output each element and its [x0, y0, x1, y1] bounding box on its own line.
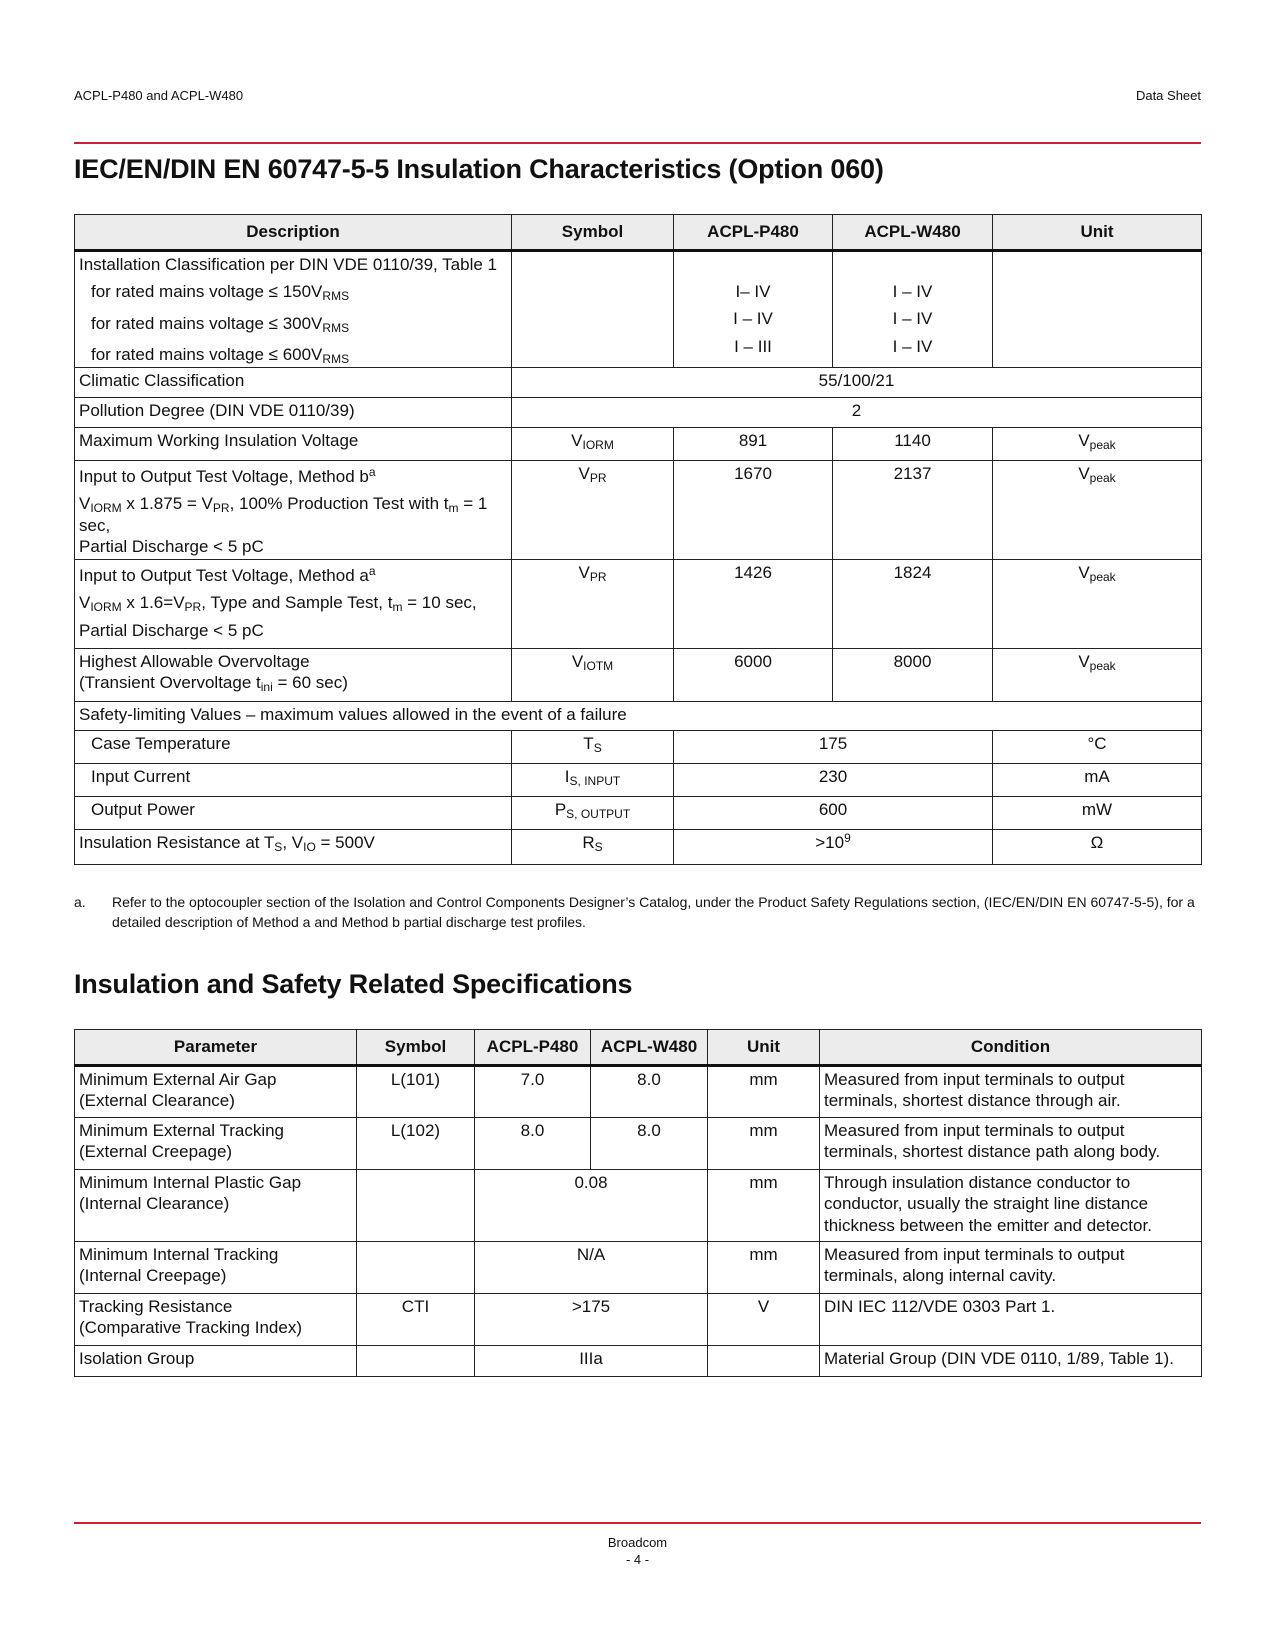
row-value: 600	[674, 797, 993, 830]
table-row	[75, 1242, 1202, 1294]
table-row	[75, 702, 1202, 731]
row-p480: 1670	[674, 461, 833, 560]
table-row	[75, 1294, 1202, 1346]
row-value: 2	[512, 398, 1202, 428]
row-w480: 1824	[833, 560, 993, 649]
row-w480: I – IV I – IV I – IV	[833, 251, 993, 368]
row-unit: $V_{peak}$	[993, 461, 1202, 560]
doc-header-right: Data Sheet	[1135, 88, 1201, 103]
section2-title: Insulation and Safety Related Specifications	[74, 969, 633, 999]
table-row	[75, 649, 1202, 702]
row-symbol	[357, 1170, 475, 1242]
table-row	[75, 1170, 1202, 1242]
row-symbol: L(101)	[357, 1066, 475, 1118]
col-header: ACPL-P480	[475, 1030, 591, 1066]
section1-title: IEC/EN/DIN EN 60747-5-5 Insulation Characteristics (Option 060)	[74, 154, 884, 184]
table-row	[75, 368, 1202, 398]
row-w480: 8000	[833, 649, 993, 702]
col-header: Unit	[708, 1030, 820, 1066]
row-unit: °C	[993, 731, 1202, 764]
footnote	[74, 892, 1201, 933]
row-description: Safety-limiting Values – maximum values allowed in the event of a failure	[75, 702, 1202, 731]
col-header: Parameter	[75, 1030, 357, 1066]
row-p480: 8.0	[475, 1118, 591, 1170]
row-description: Input to Output Test Voltage, Method $a^a$ $V_{IORM}$ x $1.6=V_{PR}$, Type and Sample Test, $t_m = 10$ sec, Partial Discharge < 5 pC	[75, 560, 512, 649]
col-header: ACPL-W480	[591, 1030, 708, 1066]
row-unit: $V_{peak}$	[993, 649, 1202, 702]
row-description: Installation Classification per DIN VDE 0110/39, Table 1 for rated mains voltage ≤ $150V_{RMS}$ for rated mains voltage ≤ $300V_{RMS}$ for rated mains voltage ≤ $600V_{RMS}$	[75, 251, 512, 368]
row-symbol: $V_{IORM}$	[512, 428, 674, 461]
row-value: >175	[475, 1294, 708, 1346]
row-parameter: Isolation Group	[75, 1346, 357, 1377]
row-p480: 1426	[674, 560, 833, 649]
footer-rule	[74, 1522, 1201, 1524]
row-condition: Through insulation distance conductor to conductor, usually the straight line distance thickness between the emitter and detector.	[820, 1170, 1202, 1242]
row-condition: Measured from input terminals to output terminals, along internal cavity.	[820, 1242, 1202, 1294]
row-unit: V	[708, 1294, 820, 1346]
col-header: Description	[75, 215, 512, 251]
row-description: Insulation Resistance at $T_S$, $V_{IO} = 500V$	[75, 830, 512, 865]
table-row	[75, 1066, 1202, 1118]
row-w480: 8.0	[591, 1066, 708, 1118]
row-value: IIIa	[475, 1346, 708, 1377]
table-row	[75, 1118, 1202, 1170]
col-header: ACPL-P480	[674, 215, 833, 251]
table-row	[75, 830, 1202, 865]
row-unit: mm	[708, 1242, 820, 1294]
row-value: $>10^9$	[674, 830, 993, 865]
row-symbol: CTI	[357, 1294, 475, 1346]
row-unit	[993, 251, 1202, 368]
row-symbol: $T_S$	[512, 731, 674, 764]
row-description: Case Temperature	[75, 731, 512, 764]
col-header: Symbol	[357, 1030, 475, 1066]
doc-header-left: ACPL-P480 and ACPL-W480	[74, 88, 244, 103]
row-symbol	[357, 1242, 475, 1294]
table-row	[75, 461, 1202, 560]
row-p480: I– IV I – IV I – III	[674, 251, 833, 368]
row-condition: DIN IEC 112/VDE 0303 Part 1.	[820, 1294, 1202, 1346]
row-unit	[708, 1346, 820, 1377]
row-value: 175	[674, 731, 993, 764]
table-header-row	[75, 1030, 1202, 1066]
table-row	[75, 731, 1202, 764]
table-row	[75, 797, 1202, 830]
col-header: Unit	[993, 215, 1202, 251]
row-parameter: Minimum Internal Plastic Gap (Internal Clearance)	[75, 1170, 357, 1242]
row-description: Output Power	[75, 797, 512, 830]
row-symbol: $V_{PR}$	[512, 560, 674, 649]
row-description: Pollution Degree (DIN VDE 0110/39)	[75, 398, 512, 428]
header-rule	[74, 142, 1201, 144]
row-unit: mm	[708, 1118, 820, 1170]
row-p480: 6000	[674, 649, 833, 702]
row-condition: Measured from input terminals to output terminals, shortest distance path along body.	[820, 1118, 1202, 1170]
row-parameter: Minimum External Tracking (External Creepage)	[75, 1118, 357, 1170]
table-row	[75, 428, 1202, 461]
row-parameter: Minimum Internal Tracking (Internal Creepage)	[75, 1242, 357, 1294]
row-unit: mW	[993, 797, 1202, 830]
row-p480: 891	[674, 428, 833, 461]
row-description: Input Current	[75, 764, 512, 797]
insulation-characteristics-table	[74, 214, 1202, 865]
page-number: - 4 -	[625, 1552, 650, 1567]
row-unit: mA	[993, 764, 1202, 797]
row-symbol	[512, 251, 674, 368]
row-symbol: $I_{S, INPUT}$	[512, 764, 674, 797]
row-description: Maximum Working Insulation Voltage	[75, 428, 512, 461]
row-value: 230	[674, 764, 993, 797]
row-unit: mm	[708, 1066, 820, 1118]
row-condition: Material Group (DIN VDE 0110, 1/89, Table 1).	[820, 1346, 1202, 1377]
row-symbol: $V_{PR}$	[512, 461, 674, 560]
row-parameter: Minimum External Air Gap (External Clearance)	[75, 1066, 357, 1118]
footnote-mark: a.	[74, 894, 86, 910]
row-description: Climatic Classification	[75, 368, 512, 398]
row-description: Input to Output Test Voltage, Method $b^a$ $V_{IORM}$ x $1.875 = V_{PR}$, 100% Production Test with $t_m = 1$ sec, Partial Discharge < 5 pC	[75, 461, 512, 560]
col-header: ACPL-W480	[833, 215, 993, 251]
col-header: Condition	[820, 1030, 1202, 1066]
row-value: N/A	[475, 1242, 708, 1294]
table-row	[75, 398, 1202, 428]
row-unit: Ω	[993, 830, 1202, 865]
table-row	[75, 560, 1202, 649]
row-unit: $V_{peak}$	[993, 560, 1202, 649]
row-symbol	[357, 1346, 475, 1377]
row-parameter: Tracking Resistance (Comparative Tracking Index)	[75, 1294, 357, 1346]
table-row	[75, 251, 1202, 368]
row-value: 55/100/21	[512, 368, 1202, 398]
row-unit: mm	[708, 1170, 820, 1242]
footnote-text: Refer to the optocoupler section of the Isolation and Control Components Designer’s Catalog, under the Product Safety Regulations section, (IEC/EN/DIN EN 60747-5-5), for a detailed description of Method a and Method b partial discharge test profiles.	[112, 894, 1195, 931]
row-symbol: $P_{S, OUTPUT}$	[512, 797, 674, 830]
col-header: Symbol	[512, 215, 674, 251]
table-row	[75, 1346, 1202, 1377]
row-symbol: L(102)	[357, 1118, 475, 1170]
row-w480: 1140	[833, 428, 993, 461]
row-w480: 8.0	[591, 1118, 708, 1170]
row-unit: $V_{peak}$	[993, 428, 1202, 461]
row-w480: 2137	[833, 461, 993, 560]
row-value: 0.08	[475, 1170, 708, 1242]
row-condition: Measured from input terminals to output terminals, shortest distance through air.	[820, 1066, 1202, 1118]
table-row	[75, 764, 1202, 797]
row-symbol: $V_{IOTM}$	[512, 649, 674, 702]
row-description: Highest Allowable Overvoltage (Transient Overvoltage $t_{ini} = 60$ sec)	[75, 649, 512, 702]
row-symbol: $R_S$	[512, 830, 674, 865]
footer-company: Broadcom	[607, 1535, 668, 1550]
safety-specifications-table	[74, 1029, 1202, 1377]
row-p480: 7.0	[475, 1066, 591, 1118]
table-header-row	[75, 215, 1202, 251]
